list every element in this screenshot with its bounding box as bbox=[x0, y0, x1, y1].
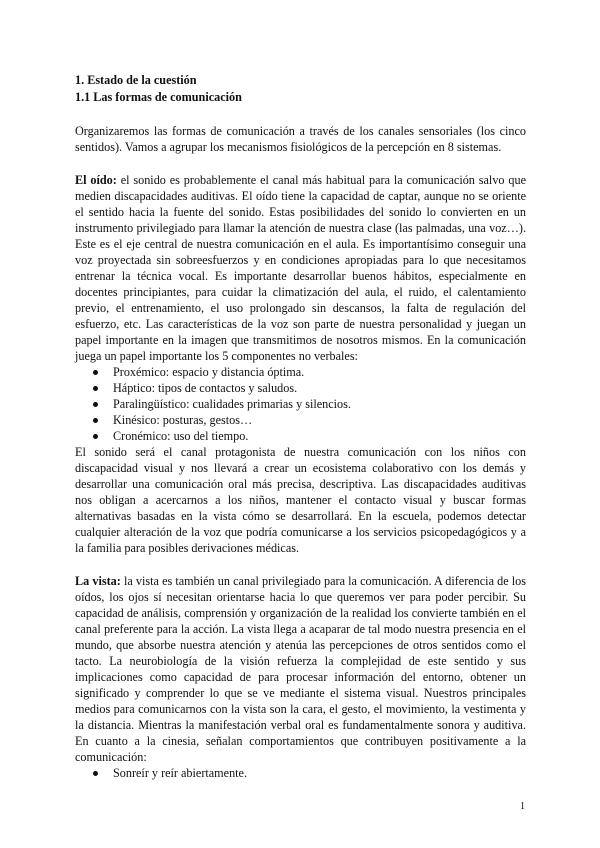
vista-paragraph bbox=[75, 573, 526, 765]
nonverbal-components-list bbox=[75, 364, 526, 444]
vista-term: La vista: bbox=[75, 574, 121, 588]
intro-paragraph: Organizaremos las formas de comunicación a través de los canales sensoriales (los cinco sentidos). Vamos a agrupar los mecanismos fisiológicos de la percepción en 8 sistemas. bbox=[75, 124, 526, 154]
oido-term: El oído: bbox=[75, 173, 117, 187]
list-item: Sonreír y reír abiertamente. bbox=[113, 765, 526, 781]
page-number: 1 bbox=[520, 801, 525, 812]
subsection-heading: 1.1 Las formas de comunicación bbox=[75, 90, 242, 104]
list-item: Proxémico: espacio y distancia óptima. bbox=[113, 364, 526, 380]
oido-paragraph bbox=[75, 172, 526, 364]
list-item: Háptico: tipos de contactos y saludos. bbox=[113, 380, 526, 396]
list-item: Paralingüístico: cualidades primarias y silencios. bbox=[113, 396, 526, 412]
oido-text: el sonido es probablemente el canal más habitual para la comunicación salvo que medien discapacidades auditivas. El oído tiene la capacidad de captar, aunque no se oriente el sentido hacia la fuente del sonido. Estas posibilidades del sonido lo convierten en un instrumento privilegiado para llamar la atención de nuestra clase (las palmadas, una voz…). Este es el eje central de nuestra comunicación en el aula. Es importantísimo conseguir una voz proyectada sin sobreesfuerzos y en condiciones apropiadas para lo que necesitamos entrenar la técnica vocal. Es importante desarrollar buenos hábitos, especialmente en docentes principiantes, para cuidar la climatización del aula, el ruido, el calentamiento previo, el entrenamiento, el uso prolongado sin descansos, la falta de regulación del esfuerzo, etc. Las características de la voz son parte de nuestra personalidad y juegan un papel importante en la imagen que transmitimos de nosotros mismos. En la comunicación juega un papel importante los 5 componentes no verbales: bbox=[75, 173, 526, 363]
page-content bbox=[75, 72, 526, 781]
list-item: Cronémico: uso del tiempo. bbox=[113, 428, 526, 444]
list-item: Kinésico: posturas, gestos… bbox=[113, 412, 526, 428]
kinesics-list bbox=[75, 765, 526, 781]
oido-closing-paragraph: El sonido será el canal protagonista de nuestra comunicación con los niños con discapacidad visual y nos llevará a crear un ecosistema colaborativo con los demás y desarrollar una comunicación oral más precisa, descriptiva. Las discapacidades auditivas nos obligan a acercarnos a los niños, mantener el contacto visual y buscar formas alternativas basadas en la vista cómo se desarrollará. En la escuela, podemos detectar cualquier alteración de la voz que podría comunicarse a los servicios psicopedagógicos y a la familia para posibles derivaciones médicas. bbox=[75, 445, 526, 555]
section-heading: 1. Estado de la cuestión bbox=[75, 73, 197, 87]
vista-text: la vista es también un canal privilegiado para la comunicación. A diferencia de los oídos, los ojos sí necesitan orientarse hacia lo que queremos ver para poder percibir. Su capacidad de análisis, comprensión y organización de la realidad los convierte también en el canal preferente para la acción. La vista llega a acaparar de tal modo nuestra presencia en el mundo, que absorbe nuestra atención y atenúa las percepciones de otros sentidos como el tacto. La neurobiología de la visión refuerza la complejidad de este sentido y sus implicaciones como capacidad de para procesar información del entorno, obtener un significado y comprender lo que se ve mediante el sistema visual. Nuestros principales medios para comunicarnos con la vista son la cara, el gesto, el movimiento, la vestimenta y la distancia. Mientras la manifestación verbal oral es fundamentalmente sonora y auditiva. En cuanto a la cinesia, señalan comportamientos que contribuyen positivamente a la comunicación: bbox=[75, 574, 527, 764]
